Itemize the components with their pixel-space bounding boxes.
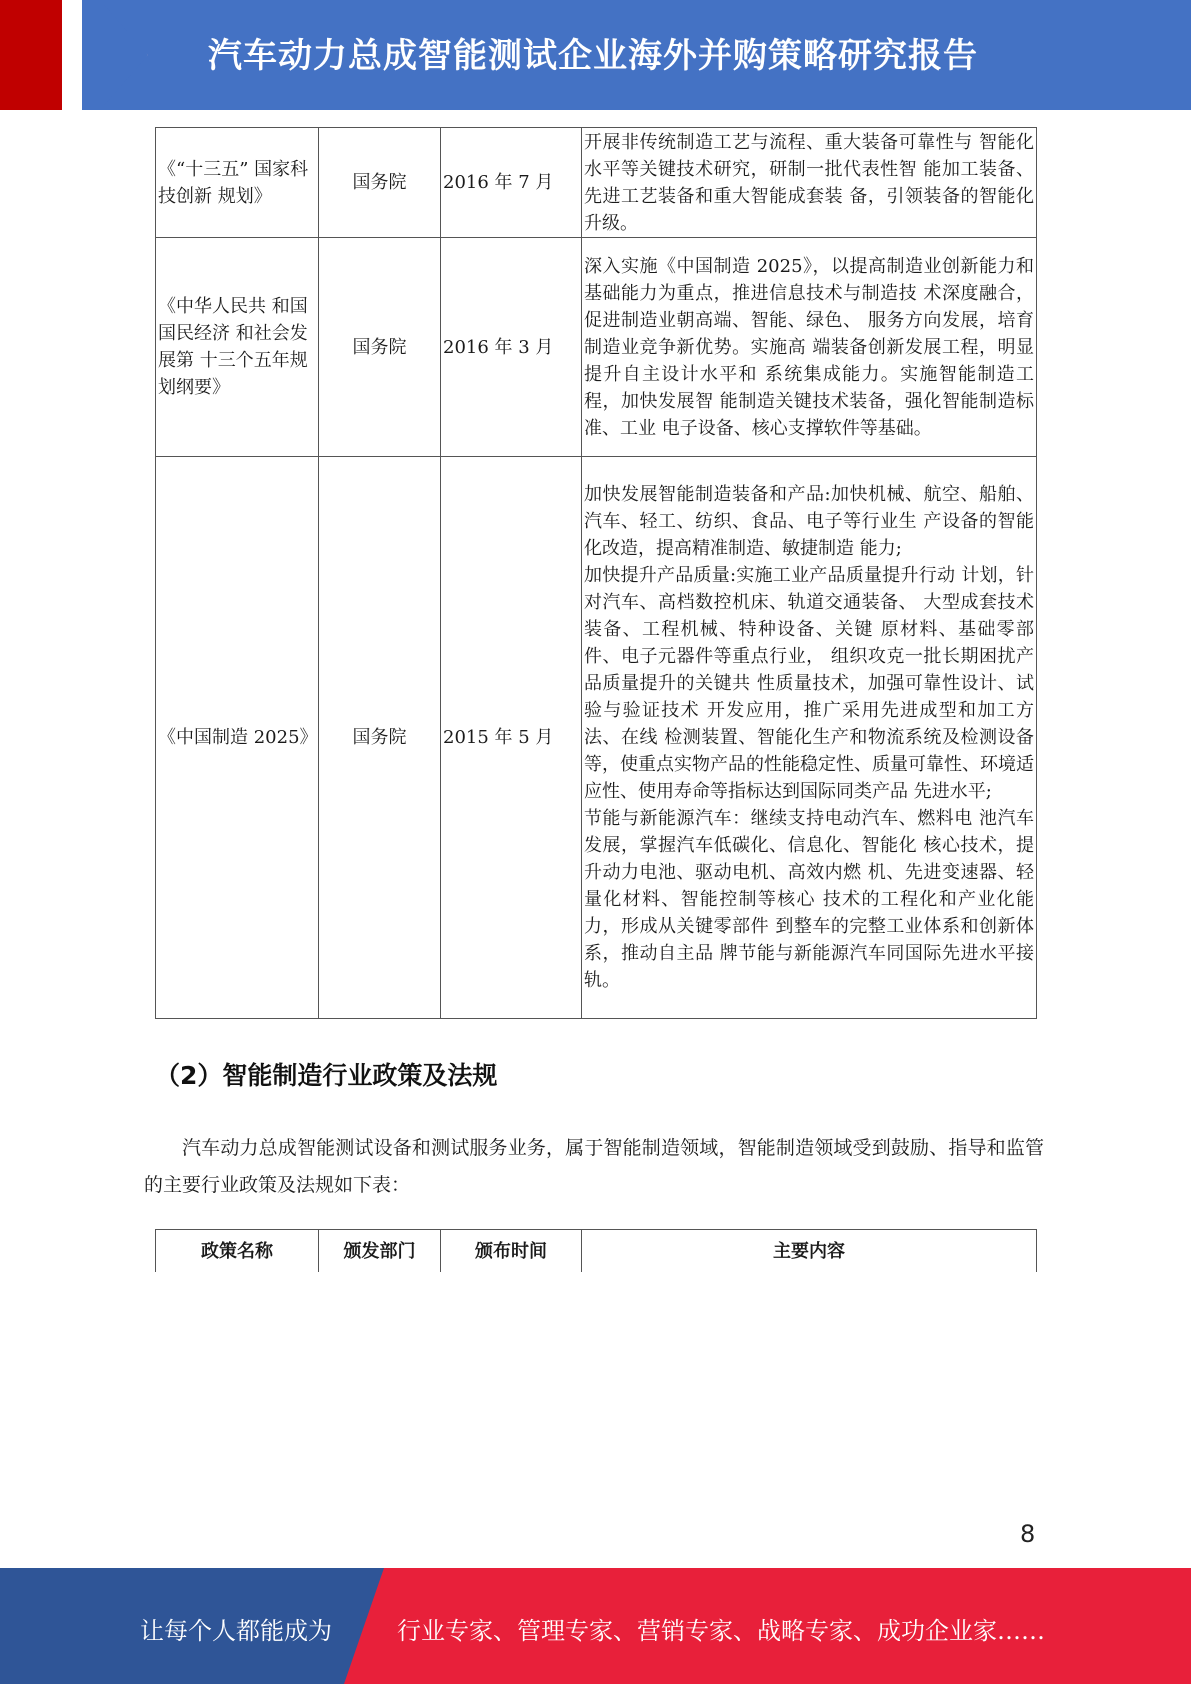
issue-date-cell: 2015 年 5 月 — [441, 457, 582, 1019]
main-content-cell — [582, 238, 1037, 457]
column-header-content: 主要内容 — [582, 1230, 1037, 1273]
issue-date-cell: 2016 年 7 月 — [441, 128, 582, 238]
section-heading: （2）智能制造行业政策及法规 — [155, 1061, 498, 1090]
issue-date-cell: 2016 年 3 月 — [441, 238, 582, 457]
page-number: 8 — [1020, 1520, 1036, 1548]
content-paragraph: 加快发展智能制造装备和产品:加快机械、航空、船舶、汽车、轻工、纺织、食品、电子等行业生 产设备的智能化改造，提高精准制造、敏捷制造 能力; — [584, 484, 1034, 559]
page-footer — [0, 1568, 1191, 1684]
table-row — [156, 238, 1037, 457]
table-row — [156, 457, 1037, 1019]
policy-name-cell: 《中国制造 2025》 — [156, 457, 319, 1019]
table-header-row — [156, 1230, 1037, 1273]
policy-name-cell: 《中华人民共 和国国民经济 和社会发展第 十三个五年规 划纲要》 — [156, 238, 319, 457]
content-paragraph: 深入实施《中国制造 2025》，以提高制造业创新能力和基础能力为重点，推进信息技术与制造技 术深度融合，促进制造业朝高端、智能、绿色、 服务方向发展，培育制造业竞争新优势。实施高 端装备创新发展工程，明显提升自主设计水平和 系统集成能力。实施智能制造工程，加快发展智 能制造关键技术装备，强化智能制造标准、工业 电子设备、核心支撑软件等基础。 — [584, 255, 1034, 439]
column-header-department: 颁发部门 — [319, 1230, 441, 1273]
table-row — [156, 128, 1037, 238]
policy-table-header — [155, 1229, 1037, 1272]
issuing-department-cell: 国务院 — [319, 128, 441, 238]
footer-slogan-right: 行业专家、管理专家、营销专家、战略专家、成功企业家…… — [397, 1617, 1045, 1645]
issuing-department-cell: 国务院 — [319, 238, 441, 457]
column-header-policy-name: 政策名称 — [156, 1230, 319, 1273]
main-content-cell — [582, 128, 1037, 238]
policy-table-continued — [155, 127, 1037, 1019]
content-paragraph: 加快提升产品质量:实施工业产品质量提升行动 计划，针对汽车、高档数控机床、轨道交通装备、 大型成套技术装备、工程机械、特种设备、关键 原材料、基础零部件、电子元器件等重点行业， 组织攻克一批长期困扰产品质量提升的关键共 性质量技术，加强可靠性设计、试验与验证技术 开发应用，推广采用先进成型和加工方法、在线 检测装置、智能化生产和物流系统及检测设备 等，使重点实物产品的性能稳定性、质量可靠性、环境适应性、使用寿命等指标达到国际同类产品 先进水平; — [584, 565, 1034, 802]
intro-paragraph: 汽车动力总成智能测试设备和测试服务业务，属于智能制造领域，智能制造领域受到鼓励、指导和监管的主要行业政策及法规如下表： — [144, 1137, 1044, 1196]
policy-name-cell: 《“十三五” 国家科技创新 规划》 — [156, 128, 319, 238]
content-paragraph: 节能与新能源汽车：继续支持电动汽车、燃料电 池汽车发展，掌握汽车低碳化、信息化、智能化 核心技术，提升动力电池、驱动电机、高效内燃 机、先进变速器、轻量化材料、智能控制等核心 技术的工程化和产业化能力，形成从关键零部件 到整车的完整工业体系和创新体系，推动自主品 牌节能与新能源汽车同国际先进水平接轨。 — [584, 808, 1034, 991]
column-header-date: 颁布时间 — [441, 1230, 582, 1273]
issuing-department-cell: 国务院 — [319, 457, 441, 1019]
footer-slogan-left: 让每个人都能成为 — [140, 1617, 332, 1645]
page-header — [0, 0, 1191, 110]
content-paragraph: 开展非传统制造工艺与流程、重大装备可靠性与 智能化水平等关键技术研究，研制一批代表性智 能加工装备、先进工艺装备和重大智能成套装 备，引领装备的智能化升级。 — [584, 131, 1034, 234]
main-content-cell — [582, 457, 1037, 1019]
report-title: 汽车动力总成智能测试企业海外并购策略研究报告 — [208, 36, 978, 76]
